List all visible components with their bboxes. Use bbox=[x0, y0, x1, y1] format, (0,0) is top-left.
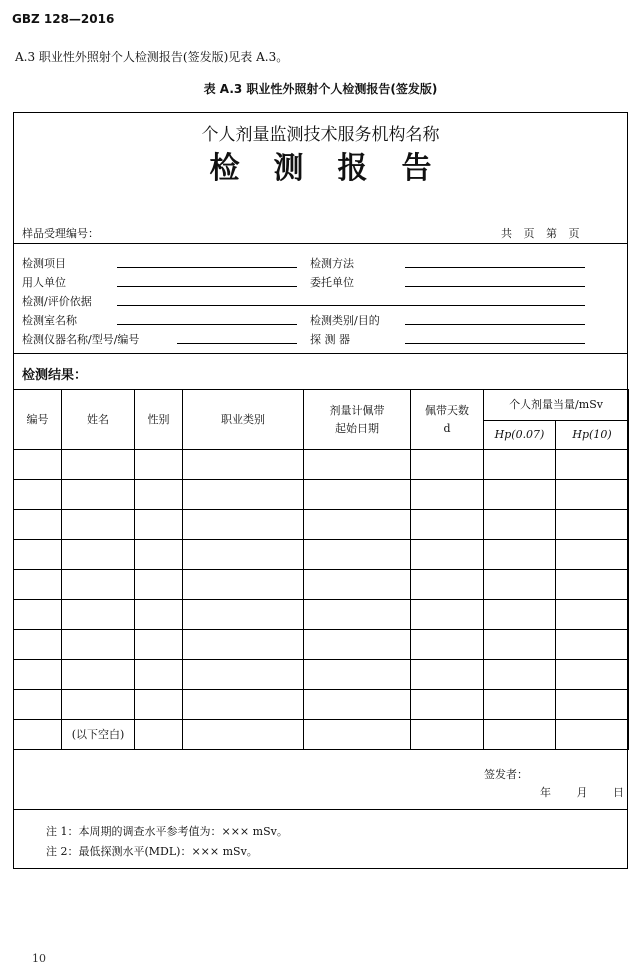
divider-2 bbox=[13, 353, 628, 354]
field-category-label: 检测类别/目的 bbox=[310, 314, 380, 327]
table-cell[interactable] bbox=[484, 510, 556, 540]
table-cell[interactable] bbox=[62, 450, 135, 480]
field-client-label: 委托单位 bbox=[310, 276, 354, 289]
header-start-date-line2: 起始日期 bbox=[335, 421, 379, 435]
header-hp007: Hp(0.07) bbox=[484, 421, 556, 450]
table-cell[interactable] bbox=[484, 570, 556, 600]
table-cell[interactable] bbox=[183, 690, 304, 720]
table-cell[interactable] bbox=[14, 630, 62, 660]
divider-1 bbox=[13, 243, 628, 244]
table-cell[interactable] bbox=[14, 690, 62, 720]
table-cell[interactable] bbox=[135, 480, 183, 510]
table-cell[interactable] bbox=[556, 630, 629, 660]
header-dose: 个人剂量当量/mSv bbox=[484, 390, 629, 421]
table-cell[interactable] bbox=[411, 570, 484, 600]
page-count-label: 共 页 第 页 bbox=[501, 227, 580, 240]
field-employer-label: 用人单位 bbox=[22, 276, 66, 289]
table-row bbox=[14, 570, 629, 600]
table-row bbox=[14, 720, 629, 750]
table-cell[interactable] bbox=[14, 570, 62, 600]
header-start-date-line1: 剂量计佩带 bbox=[329, 403, 385, 417]
table-cell[interactable] bbox=[62, 690, 135, 720]
table-row bbox=[14, 600, 629, 630]
table-cell[interactable] bbox=[62, 480, 135, 510]
table-cell[interactable] bbox=[183, 480, 304, 510]
table-row bbox=[14, 660, 629, 690]
header-hp10: Hp(10) bbox=[556, 421, 629, 450]
table-cell[interactable] bbox=[484, 630, 556, 660]
table-cell[interactable] bbox=[484, 660, 556, 690]
intro-text: A.3 职业性外照射个人检测报告(签发版)见表 A.3。 bbox=[15, 50, 289, 64]
table-cell[interactable] bbox=[304, 450, 411, 480]
table-cell[interactable] bbox=[14, 720, 62, 750]
table-cell[interactable] bbox=[411, 510, 484, 540]
results-label: 检测结果： bbox=[22, 368, 88, 383]
table-cell[interactable] bbox=[304, 510, 411, 540]
table-cell[interactable] bbox=[135, 510, 183, 540]
issue-date: 年 月 日 bbox=[540, 786, 624, 799]
table-cell[interactable] bbox=[304, 630, 411, 660]
table-cell[interactable] bbox=[556, 570, 629, 600]
table-cell[interactable] bbox=[14, 510, 62, 540]
table-cell[interactable] bbox=[135, 630, 183, 660]
field-instrument-label: 检测仪器名称/型号/编号 bbox=[22, 333, 140, 346]
table-cell[interactable] bbox=[556, 540, 629, 570]
field-detector-line[interactable] bbox=[405, 343, 585, 344]
table-cell[interactable] bbox=[304, 570, 411, 600]
table-cell[interactable] bbox=[411, 720, 484, 750]
sample-no-label: 样品受理编号： bbox=[22, 227, 99, 240]
table-cell[interactable] bbox=[62, 600, 135, 630]
table-row bbox=[14, 540, 629, 570]
header-gender: 性别 bbox=[135, 390, 183, 450]
table-cell[interactable] bbox=[411, 540, 484, 570]
table-cell[interactable] bbox=[304, 480, 411, 510]
table-cell[interactable] bbox=[135, 570, 183, 600]
page-number: 10 bbox=[32, 952, 46, 965]
field-category-line[interactable] bbox=[405, 324, 585, 325]
table-cell[interactable] bbox=[411, 600, 484, 630]
header-start-date bbox=[304, 390, 411, 450]
table-row bbox=[14, 690, 629, 720]
field-lab-label: 检测室名称 bbox=[22, 314, 77, 327]
table-row bbox=[14, 450, 629, 480]
field-client-line[interactable] bbox=[405, 286, 585, 287]
table-cell[interactable] bbox=[183, 450, 304, 480]
field-item-label: 检测项目 bbox=[22, 257, 66, 270]
table-cell[interactable] bbox=[556, 600, 629, 630]
table-cell[interactable] bbox=[62, 660, 135, 690]
table-row bbox=[14, 510, 629, 540]
table-cell[interactable] bbox=[484, 540, 556, 570]
table-cell[interactable] bbox=[304, 540, 411, 570]
table-cell[interactable] bbox=[411, 480, 484, 510]
table-cell[interactable] bbox=[183, 720, 304, 750]
header-occupation: 职业类别 bbox=[183, 390, 304, 450]
table-cell[interactable] bbox=[484, 720, 556, 750]
field-method-label: 检测方法 bbox=[310, 257, 354, 270]
field-lab-line[interactable] bbox=[117, 324, 297, 325]
issuer-label: 签发者： bbox=[484, 768, 528, 781]
table-cell[interactable] bbox=[183, 510, 304, 540]
table-cell[interactable] bbox=[484, 690, 556, 720]
report-title: 检测报告 bbox=[209, 151, 466, 186]
header-days bbox=[411, 390, 484, 450]
table-cell[interactable] bbox=[556, 660, 629, 690]
table-cell[interactable] bbox=[183, 630, 304, 660]
header-name: 姓名 bbox=[62, 390, 135, 450]
table-cell[interactable] bbox=[14, 450, 62, 480]
table-cell[interactable] bbox=[484, 480, 556, 510]
table-cell[interactable] bbox=[62, 540, 135, 570]
divider-3 bbox=[13, 809, 628, 810]
table-cell[interactable] bbox=[304, 690, 411, 720]
table-cell[interactable] bbox=[14, 540, 62, 570]
table-row bbox=[14, 480, 629, 510]
table-cell[interactable] bbox=[135, 690, 183, 720]
table-cell[interactable] bbox=[135, 450, 183, 480]
field-item-line[interactable] bbox=[117, 267, 297, 268]
table-cell[interactable] bbox=[183, 540, 304, 570]
table-cell[interactable] bbox=[62, 630, 135, 660]
note-1: 注 1：本周期的调查水平参考值为：××× mSv。 bbox=[46, 825, 288, 838]
table-cell[interactable] bbox=[304, 720, 411, 750]
table-cell[interactable] bbox=[484, 450, 556, 480]
table-cell[interactable] bbox=[484, 600, 556, 630]
table-cell[interactable] bbox=[556, 690, 629, 720]
field-method-line[interactable] bbox=[405, 267, 585, 268]
header-no: 编号 bbox=[14, 390, 62, 450]
table-cell[interactable] bbox=[135, 540, 183, 570]
table-cell[interactable] bbox=[556, 450, 629, 480]
table-cell[interactable] bbox=[183, 660, 304, 690]
table-cell[interactable] bbox=[14, 660, 62, 690]
field-instrument-line[interactable] bbox=[177, 343, 297, 344]
table-caption: 表 A.3 职业性外照射个人检测报告(签发版) bbox=[203, 82, 438, 96]
table-cell[interactable] bbox=[304, 600, 411, 630]
header-days-line2: d bbox=[443, 421, 451, 435]
table-cell[interactable] bbox=[135, 660, 183, 690]
table-cell[interactable] bbox=[14, 480, 62, 510]
blank-note-cell: (以下空白) bbox=[62, 720, 135, 750]
table-cell[interactable] bbox=[556, 720, 629, 750]
table-cell[interactable] bbox=[411, 690, 484, 720]
header-days-line1: 佩带天数 bbox=[425, 403, 469, 417]
table-cell[interactable] bbox=[135, 600, 183, 630]
table-cell[interactable] bbox=[411, 660, 484, 690]
table-cell[interactable] bbox=[14, 600, 62, 630]
note-2: 注 2：最低探测水平(MDL)：××× mSv。 bbox=[46, 845, 258, 858]
table-cell[interactable] bbox=[411, 630, 484, 660]
table-cell[interactable] bbox=[183, 600, 304, 630]
field-basis-line[interactable] bbox=[117, 305, 585, 306]
standard-code: GBZ 128—2016 bbox=[12, 12, 115, 26]
field-basis-label: 检测/评价依据 bbox=[22, 295, 92, 308]
table-cell[interactable] bbox=[183, 570, 304, 600]
org-name: 个人剂量监测技术服务机构名称 bbox=[201, 125, 440, 145]
table-cell[interactable] bbox=[62, 570, 135, 600]
field-detector-label: 探 测 器 bbox=[310, 333, 350, 346]
table-cell[interactable] bbox=[304, 660, 411, 690]
field-employer-line[interactable] bbox=[117, 286, 297, 287]
table-cell[interactable] bbox=[556, 480, 629, 510]
table-cell[interactable] bbox=[411, 450, 484, 480]
table-cell[interactable] bbox=[62, 510, 135, 540]
results-table bbox=[13, 389, 629, 750]
table-cell[interactable] bbox=[135, 720, 183, 750]
table-row bbox=[14, 630, 629, 660]
table-cell[interactable] bbox=[556, 510, 629, 540]
